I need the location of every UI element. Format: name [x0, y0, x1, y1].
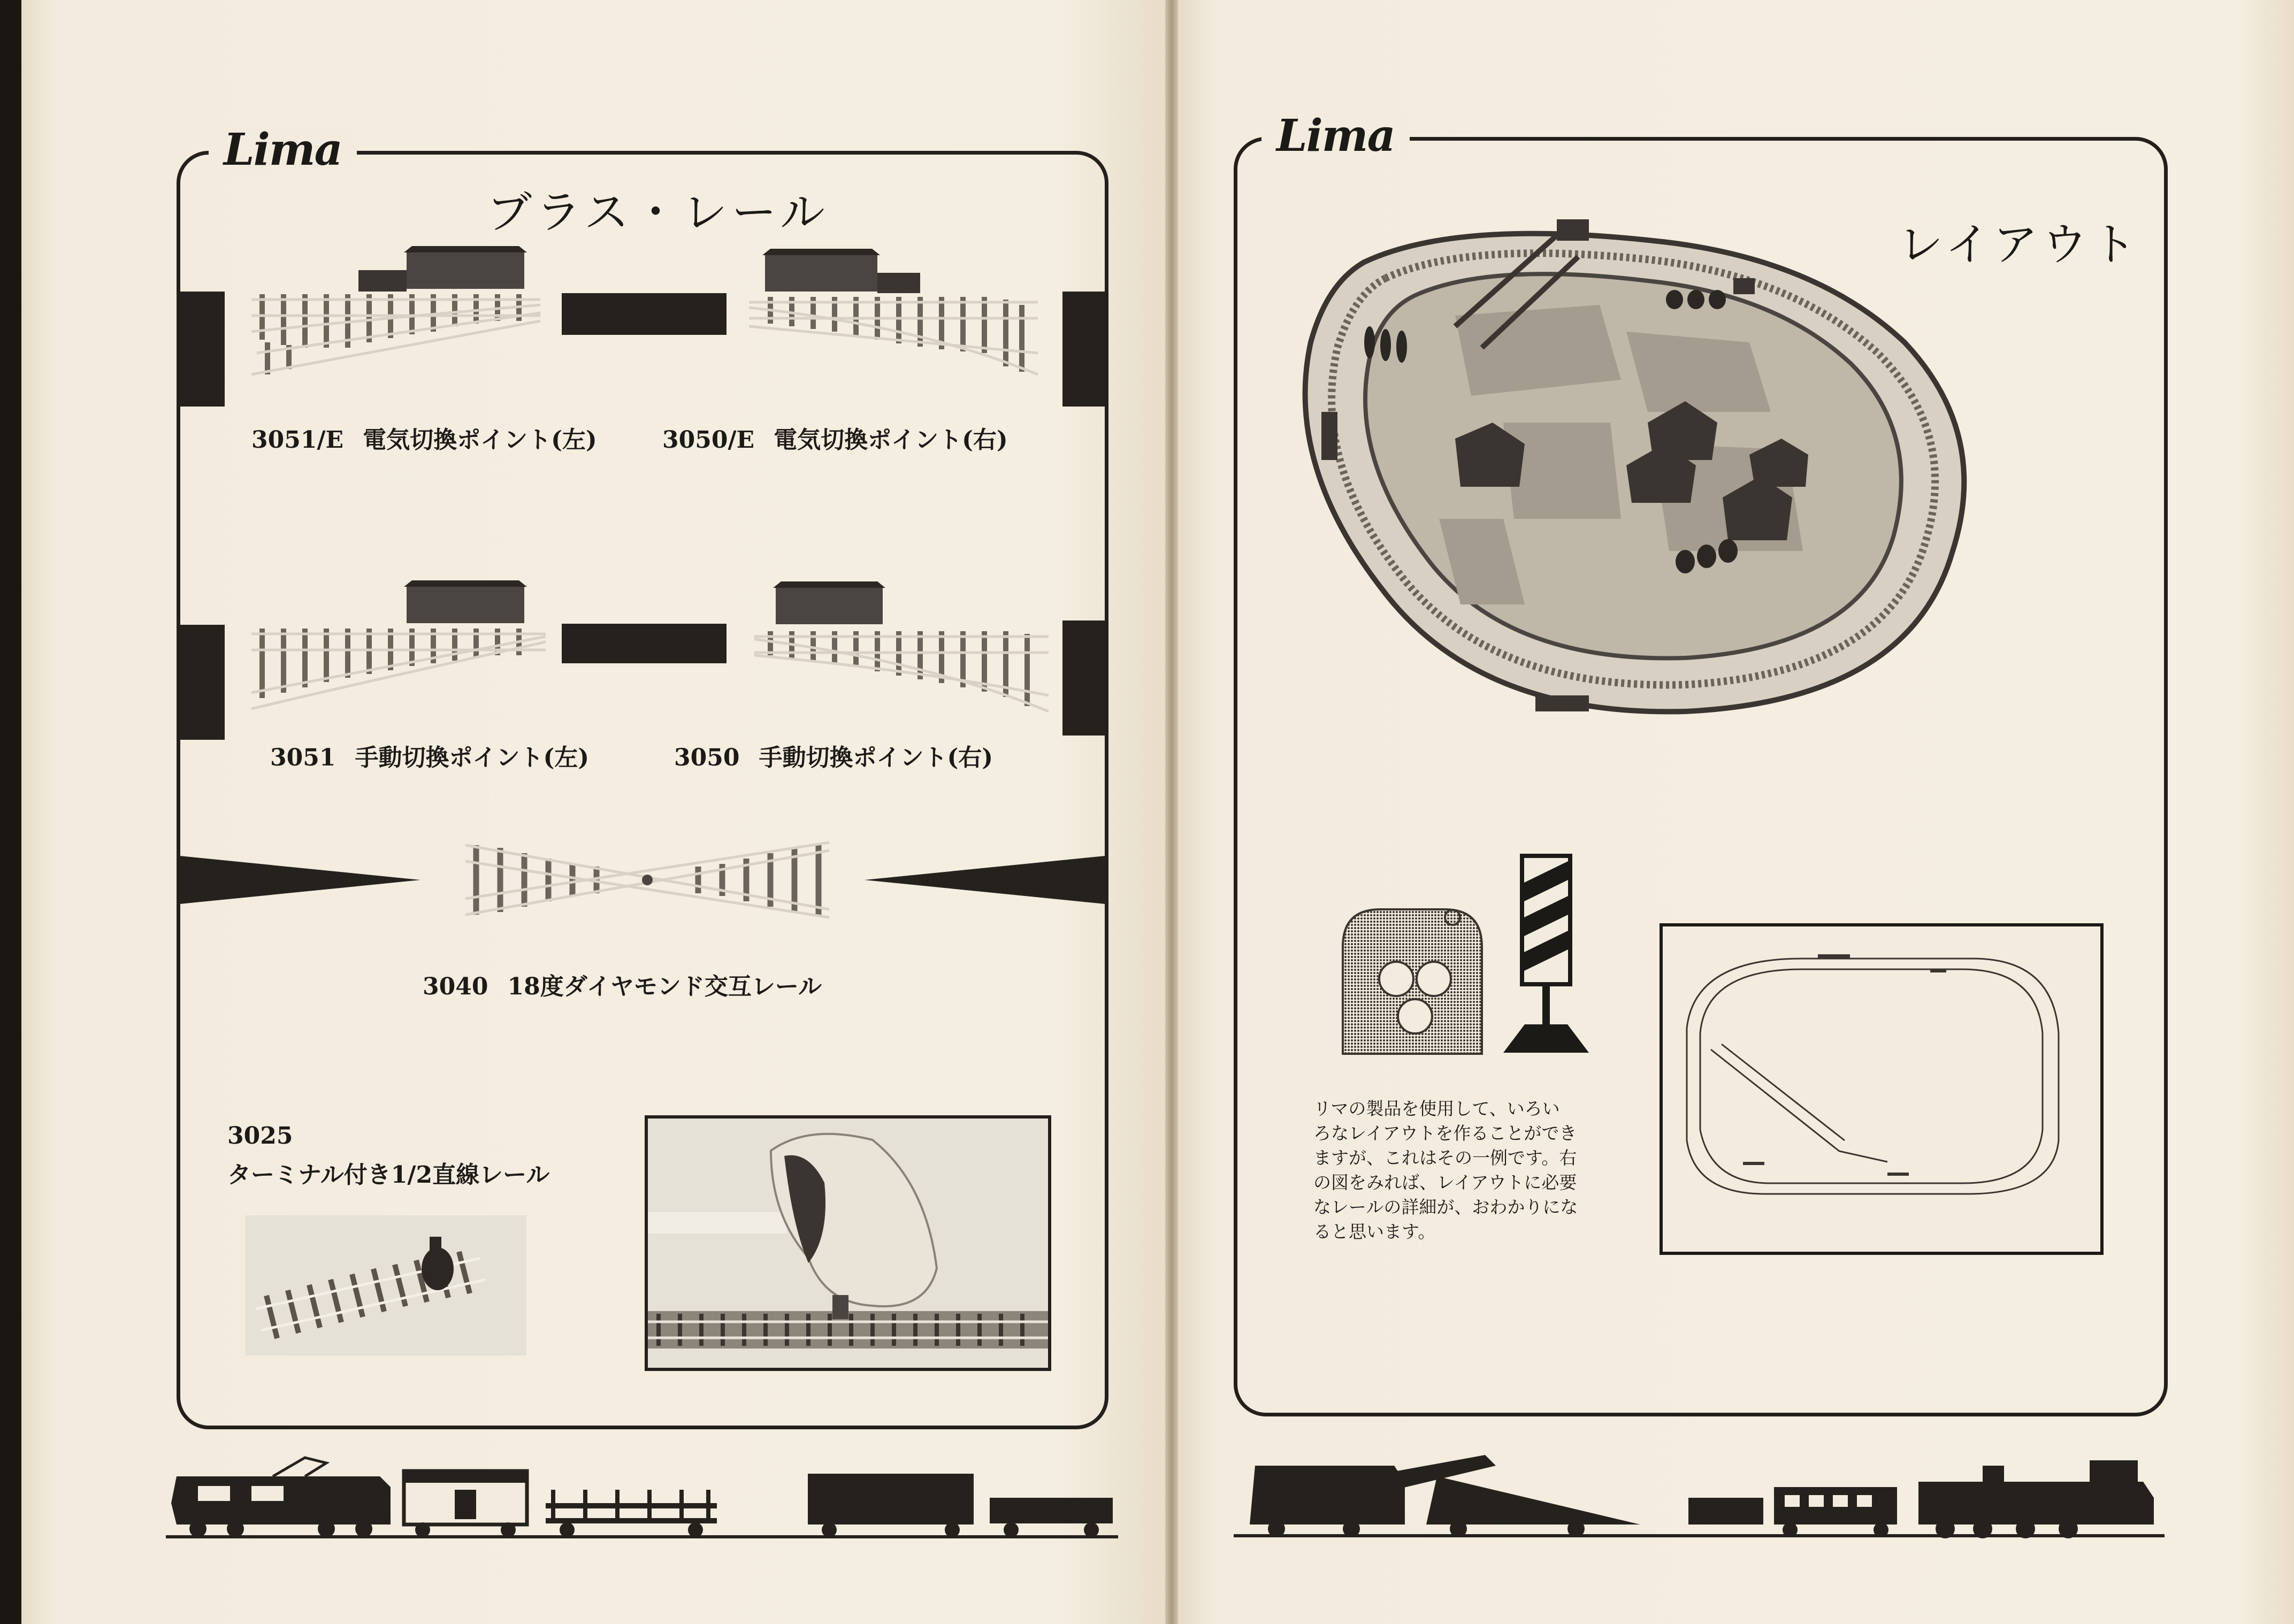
point-3050-image — [749, 580, 1054, 719]
side-bar-left-2 — [180, 625, 225, 740]
track-plan-diagram — [1660, 923, 2104, 1255]
side-bar-left-1 — [180, 292, 225, 407]
center-bar-1 — [562, 293, 727, 335]
point-3050e-image — [744, 246, 1043, 385]
center-bar-2 — [562, 624, 727, 663]
terminal-rail-photo — [245, 1215, 526, 1355]
left-train-silhouette — [166, 1455, 1118, 1541]
layout-model-photo — [1279, 219, 1990, 733]
caption-3040: 3040 18度ダイヤモンド交互レール — [423, 973, 822, 1000]
caption-3051e: 3051/E 電気切換ポイント(左) — [251, 426, 597, 454]
crossing-post-illustration — [1503, 851, 1594, 1054]
caption-3050e: 3050/E 電気切換ポイント(右) — [662, 426, 1008, 454]
point-3051e-image — [246, 246, 546, 385]
hand-inserting-rail-photo — [645, 1115, 1051, 1371]
layout-description: リマの製品を使用して、いろい ろなレイアウトを作ることができ ますが、これはその一例です。右 の図をみれば、レイアウトに必要 なレールの詳細が、おわかりにな ると思います。 — [1313, 1098, 1578, 1242]
caption-3025-number: 3025 — [227, 1122, 293, 1150]
book-gutter — [1165, 0, 1178, 1624]
caption-3025-label: ターミナル付き1/2直線レール — [227, 1161, 550, 1189]
left-lima-logo: Lima — [209, 124, 357, 175]
diamond-crossing-3040-image — [460, 834, 835, 925]
point-3051-image — [246, 580, 551, 719]
caption-3051: 3051 手動切換ポイント(左) — [270, 744, 590, 771]
left-page-title: ブラス・レール — [487, 186, 829, 239]
wedge-left — [180, 856, 420, 904]
caption-3050: 3050 手動切換ポイント(右) — [674, 744, 993, 771]
side-bar-right-2 — [1062, 621, 1105, 736]
right-page-title: レイアウト — [1898, 218, 2141, 271]
right-train-silhouette — [1234, 1444, 2165, 1541]
wedge-right — [865, 856, 1105, 904]
side-bar-right-1 — [1062, 292, 1105, 407]
right-lima-logo: Lima — [1261, 110, 1410, 162]
signal-board-illustration — [1337, 904, 1487, 1059]
